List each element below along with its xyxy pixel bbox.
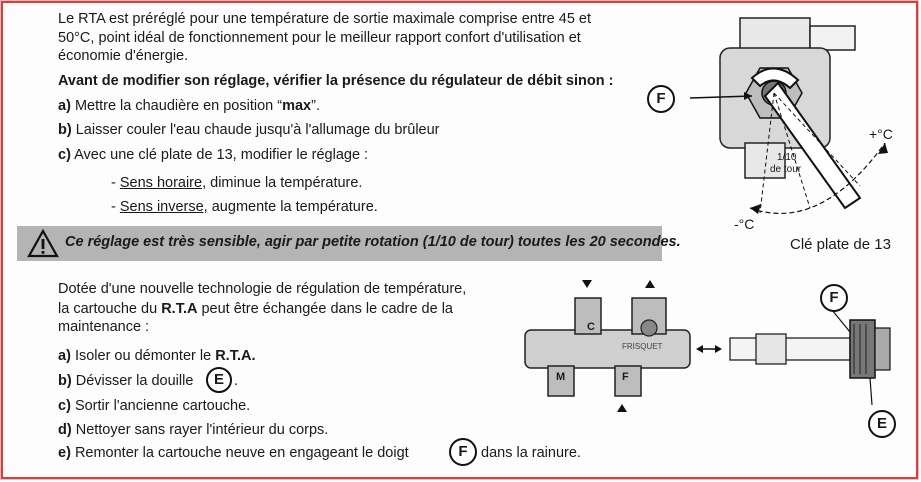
- direction-dash: -: [111, 199, 120, 215]
- minus-degree-label: -°C: [734, 216, 755, 232]
- step-bold: max: [282, 98, 312, 114]
- maintenance-line-3: maintenance :: [58, 319, 150, 335]
- brand-label: FRISQUET: [622, 342, 663, 351]
- wrench-adjustment-diagram: [660, 8, 910, 238]
- step-e-end: dans la rainure.: [481, 445, 581, 461]
- maintenance-text: la cartouche du: [58, 301, 162, 317]
- warning-triangle-icon: [27, 229, 59, 258]
- maintenance-line-2: [58, 300, 453, 318]
- letter-f-callout-bottom: F: [820, 284, 848, 312]
- step-e-bottom: [58, 444, 409, 462]
- tenth-turn-label-2: de tour: [770, 164, 802, 175]
- port-label-m: M: [556, 371, 566, 383]
- step-text-end: ”.: [311, 98, 320, 114]
- before-heading: Avant de modifier son réglage, vérifier la présence du régulateur de débit sinon :: [58, 73, 614, 89]
- letter-f-inline: F: [449, 438, 477, 466]
- red-border-bottom: [1, 477, 918, 479]
- letter-e-callout-bottom: E: [868, 410, 896, 438]
- step-letter: c): [58, 398, 71, 414]
- step-letter: e): [58, 445, 71, 461]
- red-border-left: [1, 1, 3, 479]
- direction-underlined: Sens horaire,: [119, 175, 207, 191]
- direction-clockwise: [111, 174, 362, 192]
- step-letter: a): [58, 348, 71, 364]
- step-c-top: [58, 146, 368, 164]
- red-border-right: [916, 1, 918, 479]
- cartridge-exchange-diagram: [520, 280, 915, 430]
- intro-line-3: économie d'énergie.: [58, 48, 189, 64]
- step-d-bottom: [58, 421, 328, 439]
- port-label-f: F: [622, 371, 629, 383]
- step-letter: d): [58, 422, 72, 438]
- step-b-top: [58, 121, 440, 139]
- port-label-c: C: [587, 321, 595, 333]
- direction-dash: -: [111, 175, 120, 191]
- step-text: Mettre la chaudière en position “: [74, 98, 283, 114]
- step-b-bottom: [58, 372, 193, 390]
- step-letter: a): [58, 98, 71, 114]
- step-a-bottom: [58, 347, 255, 365]
- step-bold: R.T.A.: [215, 348, 256, 364]
- tenth-turn-label-1: 1/10: [777, 152, 797, 163]
- step-text: Remonter la cartouche neuve en engageant le doigt: [74, 445, 409, 461]
- step-text: Isoler ou démonter le: [74, 348, 216, 364]
- step-letter: c): [58, 147, 71, 163]
- step-text: Sortir l'ancienne cartouche.: [74, 398, 251, 414]
- letter-f-callout-top: F: [647, 85, 675, 113]
- step-a-top: [58, 97, 320, 115]
- direction-counterclockwise: [111, 198, 378, 216]
- maintenance-text-end: peut être échangée dans le cadre de la: [197, 301, 453, 317]
- maintenance-bold: R.T.A: [161, 301, 198, 317]
- step-c-bottom: [58, 397, 250, 415]
- step-letter: b): [58, 122, 72, 138]
- plus-degree-label: +°C: [869, 126, 893, 142]
- red-border-top: [1, 1, 918, 3]
- direction-underlined: Sens inverse,: [119, 199, 208, 215]
- intro-line-2: 50°C, point idéal de fonctionnement pour le meilleur rapport confort d'utilisation et: [58, 30, 581, 46]
- maintenance-line-1: Dotée d'une nouvelle technologie de régulation de température,: [58, 281, 467, 297]
- wrench-caption: Clé plate de 13: [790, 236, 891, 253]
- direction-rest: augmente la température.: [207, 199, 378, 215]
- step-text: Avec une clé plate de 13, modifier le réglage :: [74, 147, 369, 163]
- step-b-end: .: [234, 373, 239, 389]
- step-letter: b): [58, 373, 72, 389]
- letter-e-inline: E: [206, 367, 232, 393]
- intro-line-1: Le RTA est préréglé pour une température de sortie maximale comprise entre 45 et: [58, 11, 592, 27]
- warning-text: Ce réglage est très sensible, agir par petite rotation (1/10 de tour) toutes les 20 secondes.: [65, 234, 681, 250]
- step-text: Laisser couler l'eau chaude jusqu'à l'allumage du brûleur: [75, 122, 440, 138]
- step-text: Nettoyer sans rayer l'intérieur du corps.: [75, 422, 329, 438]
- step-text: Dévisser la douille: [75, 373, 194, 389]
- direction-rest: diminue la température.: [206, 175, 363, 191]
